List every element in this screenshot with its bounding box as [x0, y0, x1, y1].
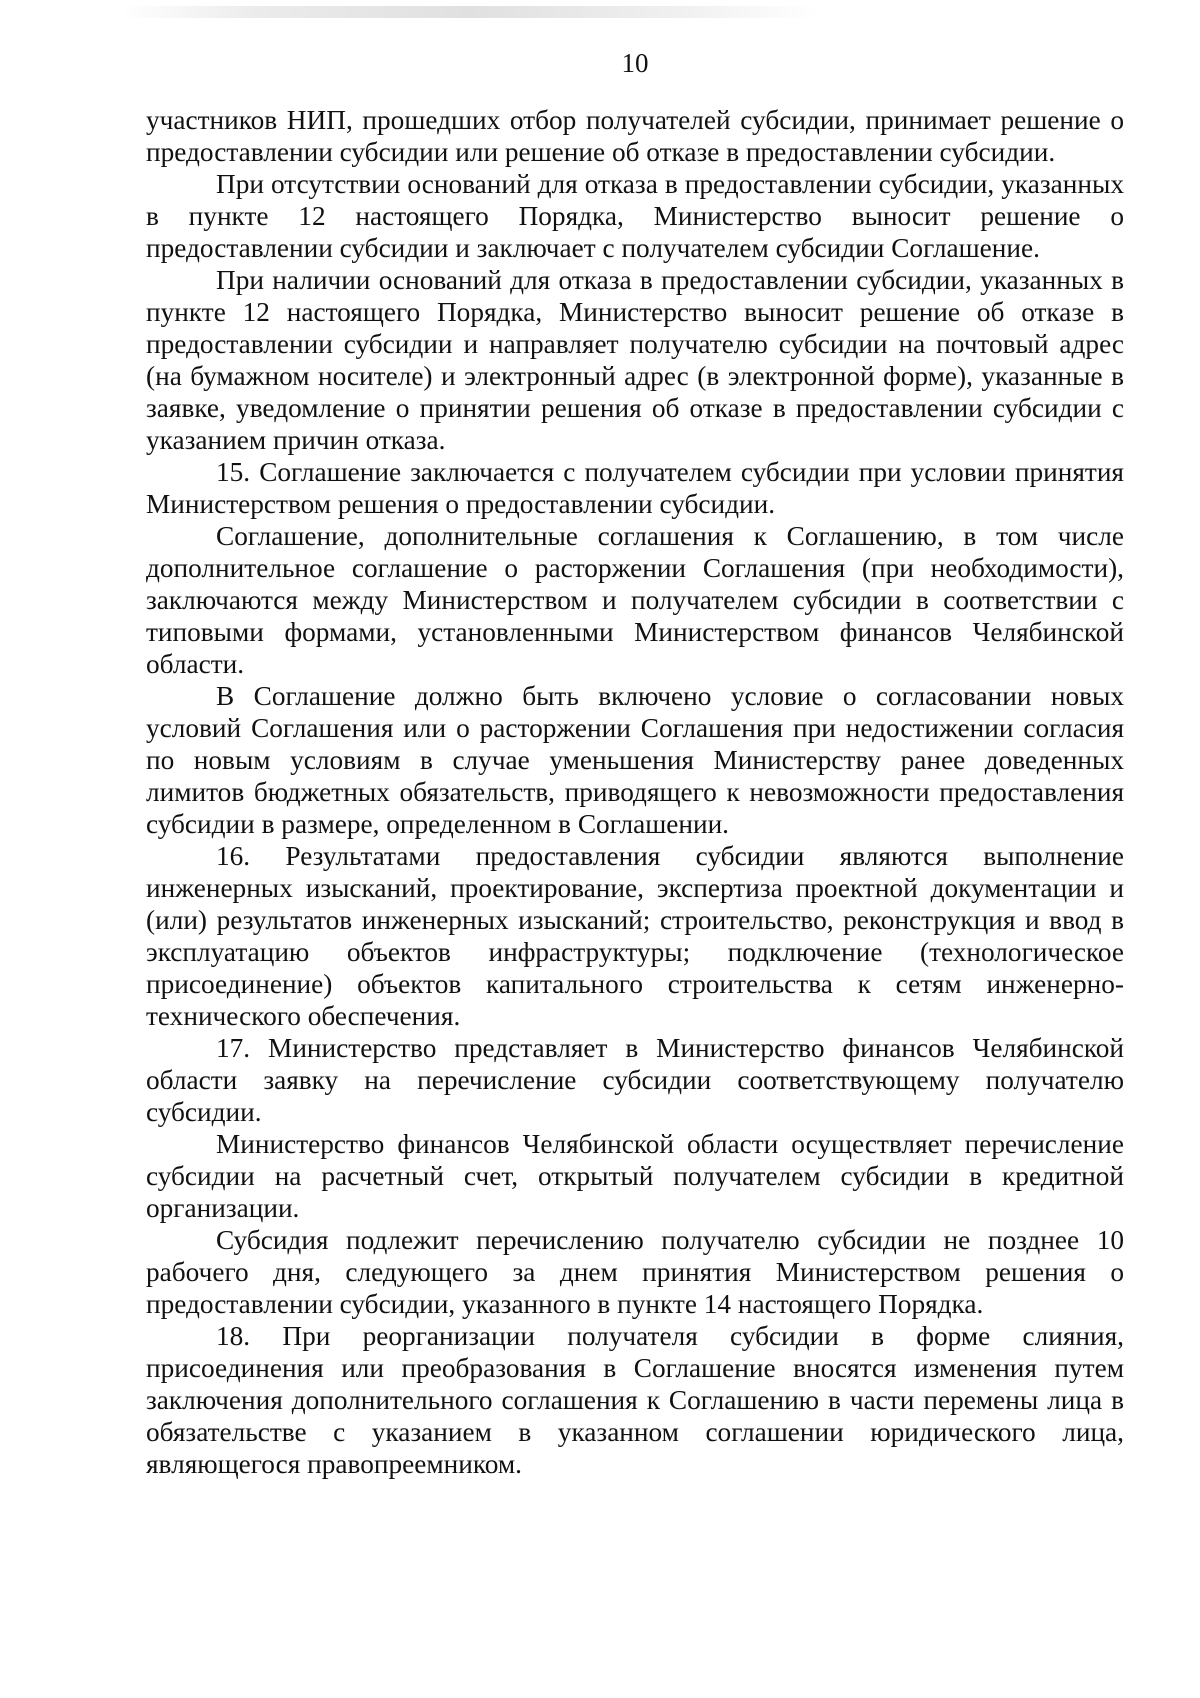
- page-number: 10: [621, 48, 649, 78]
- scan-artifact-strip: [120, 6, 820, 18]
- document-body: [146, 104, 1124, 1480]
- paragraph: При отсутствии оснований для отказа в предоставлении субсидии, указанных в пункте 12 настоящего Порядка, Министерство выносит решение о предоставлении субсидии и заключает с получателем субсидии Соглашение.: [146, 169, 1124, 263]
- paragraph: Субсидия подлежит перечислению получателю субсидии не позднее 10 рабочего дня, следующего за днем принятия Министерством решения о предоставлении субсидии, указанного в пункте 14 настоящего Порядка.: [146, 1225, 1124, 1319]
- paragraph: 16. Результатами предоставления субсидии являются выполнение инженерных изысканий, проектирование, экспертиза проектной документации и (или) результатов инженерных изысканий; строительство, реконструкция и ввод в эксплуатацию объектов инфраструктуры; подключение (технологическое присоединение) объектов капитального строительства к сетям инженерно-технического обеспечения.: [146, 841, 1124, 1031]
- paragraph: 17. Министерство представляет в Министерство финансов Челябинской области заявку на перечисление субсидии соответствующему получателю субсидии.: [146, 1033, 1124, 1127]
- paragraph: Соглашение, дополнительные соглашения к Соглашению, в том числе дополнительное соглашение о расторжении Соглашения (при необходимости), заключаются между Министерством и получателем субсидии в соответствии с типовыми формами, установленными Министерством финансов Челябинской области.: [146, 521, 1124, 679]
- paragraph: 15. Соглашение заключается с получателем субсидии при условии принятия Министерством решения о предоставлении субсидии.: [146, 457, 1124, 519]
- paragraph: участников НИП, прошедших отбор получателей субсидии, принимает решение о предоставлении субсидии или решение об отказе в предоставлении субсидии.: [146, 105, 1124, 167]
- paragraph: При наличии оснований для отказа в предоставлении субсидии, указанных в пункте 12 настоящего Порядка, Министерство выносит решение об отказе в предоставлении субсидии и направляет получателю субсидии на почтовый адрес (на бумажном носителе) и электронный адрес (в электронной форме), указанные в заявке, уведомление о принятии решения об отказе в предоставлении субсидии с указанием причин отказа.: [146, 265, 1124, 455]
- paragraph: В Соглашение должно быть включено условие о согласовании новых условий Соглашения или о расторжении Соглашения при недостижении согласия по новым условиям в случае уменьшения Министерству ранее доведенных лимитов бюджетных обязательств, приводящего к невозможности предоставления субсидии в размере, определенном в Соглашении.: [146, 681, 1124, 839]
- paragraph: 18. При реорганизации получателя субсидии в форме слияния, присоединения или преобразования в Соглашение вносятся изменения путем заключения дополнительного соглашения к Соглашению в части перемены лица в обязательстве с указанием в указанном соглашении юридического лица, являющегося правопреемником.: [146, 1321, 1124, 1479]
- paragraph: Министерство финансов Челябинской области осуществляет перечисление субсидии на расчетный счет, открытый получателем субсидии в кредитной организации.: [146, 1129, 1124, 1223]
